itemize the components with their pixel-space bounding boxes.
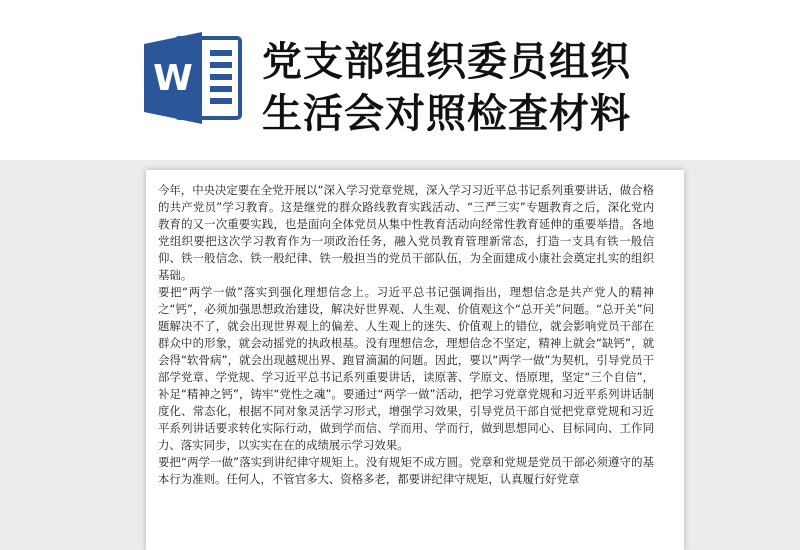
paragraph: 今年，中央决定要在全党开展以“深入学习党章党规，深入学习习近平总书记系列重要讲话，做合格的共产党员”学习教育。这是继党的群众路线教育实践活动、“三严三实”专题教育之后，深化党内教育的又一次重要实践，也是面向全体党员从集中性教育活动向经常性教育延伸的重要举措。各地党组织要把这次学习教育作为一项政治任务，融入党员教育管理新常态，打造一支具有铁一般信仰、铁一般信念、铁一般纪律、铁一般担当的党员干部队伍，为全面建成小康社会奠定扎实的组织基础。	[158, 183, 654, 282]
title-line-1: 党支部组织委员组织	[262, 39, 631, 85]
title-banner	[0, 0, 800, 160]
paragraph: 要把“两学一做”落实到强化理想信念上。习近平总书记强调指出，理想信念是共产党人的精神之“钙”，必须加强思想政治建设，解决好世界观、人生观、价值观这个“总开关”问题。“总开关”问题解决不了，就会出现世界观上的偏差、人生观上的迷失、价值观上的错位，就会影响党员干部在群众中的形象，就会动摇党的执政根基。没有理想信念，理想信念不坚定，精神上就会“缺钙”，就会得“软骨病”，就会出现越规出界、跑冒滴漏的问题。因此，要以“两学一做”为契机，引导党员干部学党章、学党规、学习近平总书记系列重要讲话，读原著、学原文、悟原理，坚定“三个自信”，补足“精神之钙”，铸牢“党性之魂”。要通过“两学一做”活动，把学习党章党规和习近平系列讲话制度化、常态化，根据不同对象灵活学习形式，增强学习效果，引导党员干部自觉把党章党规和习近平系列讲话要求转化实际行动，做到学而信、学而用、学而行，做到思想同心、目标同向、工作同力、落实同步，以实实在在的成绩展示学习效果。	[158, 285, 654, 452]
document-page	[146, 170, 684, 550]
word-doc-icon	[140, 28, 248, 128]
paragraph: 要把“两学一做”落实到讲纪律守规矩上。没有规矩不成方圆。党章和党规是党员干部必须遵守的基本行为准则。任何人，不管官多大、资格多老，都要讲纪律守规矩，认真履行好党章	[158, 455, 654, 486]
word-icon-letter: W	[153, 58, 193, 99]
page-title	[262, 36, 782, 140]
document-body	[158, 182, 654, 488]
title-line-2: 生活会对照检查材料	[262, 91, 631, 137]
